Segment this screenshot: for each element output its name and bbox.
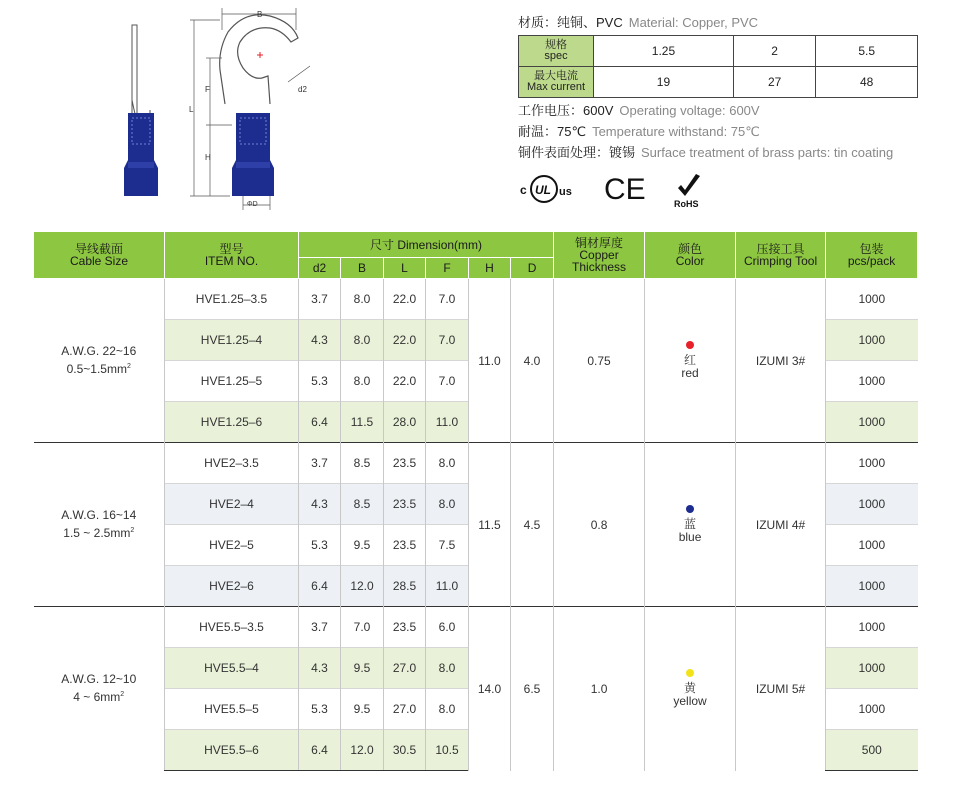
cable-mm: 1.5 ~ 2.5mm bbox=[63, 526, 131, 540]
cable-mm: 4 ~ 6mm bbox=[73, 690, 121, 705]
spec-value: 2 bbox=[733, 36, 815, 67]
voltage-line bbox=[518, 100, 918, 121]
color-dot-icon bbox=[686, 341, 694, 349]
ce-mark: CE bbox=[604, 173, 646, 206]
spec-block bbox=[518, 12, 918, 211]
l-cell: 22.0 bbox=[384, 320, 426, 361]
d2-cell: 5.3 bbox=[299, 689, 341, 730]
d2-cell: 6.4 bbox=[299, 730, 341, 771]
b-cell: 9.5 bbox=[341, 648, 384, 689]
header-pack-cn: 包装 bbox=[859, 242, 884, 256]
spec-header-cn: 规格 bbox=[545, 39, 567, 51]
current-value: 19 bbox=[594, 67, 734, 98]
cable-awg: A.W.G. 12~10 bbox=[61, 672, 137, 687]
terminal-drawing bbox=[110, 0, 360, 215]
d2-cell: 5.3 bbox=[299, 525, 341, 566]
f-cell: 8.0 bbox=[426, 689, 469, 730]
f-cell: 8.0 bbox=[426, 648, 469, 689]
pack-cell: 1000 bbox=[826, 361, 918, 402]
f-cell: 7.5 bbox=[426, 525, 469, 566]
side-view bbox=[124, 25, 158, 196]
color-cell bbox=[645, 279, 736, 443]
d2-cell: 3.7 bbox=[299, 443, 341, 484]
header-tool-en: Crimping Tool bbox=[743, 254, 818, 268]
d2-cell: 5.3 bbox=[299, 361, 341, 402]
cert-logos-svg bbox=[518, 171, 718, 211]
item-no-cell: HVE5.5–5 bbox=[165, 689, 299, 730]
color-cell bbox=[645, 607, 736, 771]
d2-cell: 3.7 bbox=[299, 607, 341, 648]
f-cell: 8.0 bbox=[426, 484, 469, 525]
l-cell: 23.5 bbox=[384, 443, 426, 484]
item-no-cell: HVE1.25–4 bbox=[165, 320, 299, 361]
dim-label-h: H bbox=[205, 153, 211, 162]
color-cn: 红 bbox=[684, 353, 697, 367]
temperature-line bbox=[518, 121, 918, 142]
item-no-cell: HVE5.5–4 bbox=[165, 648, 299, 689]
dim-label-f: F bbox=[205, 85, 210, 94]
color-dot-icon bbox=[686, 505, 694, 513]
product-table bbox=[33, 231, 918, 771]
f-cell: 8.0 bbox=[426, 443, 469, 484]
dim-label-b: B bbox=[257, 10, 263, 19]
header-pack bbox=[826, 232, 918, 279]
item-no-cell: HVE1.25–6 bbox=[165, 402, 299, 443]
surface-en: Surface treatment of brass parts: tin coating bbox=[641, 145, 894, 160]
header-f: F bbox=[426, 258, 469, 279]
item-no-cell: HVE1.25–5 bbox=[165, 361, 299, 402]
b-cell: 8.0 bbox=[341, 320, 384, 361]
l-cell: 27.0 bbox=[384, 689, 426, 730]
l-cell: 23.5 bbox=[384, 607, 426, 648]
b-cell: 8.5 bbox=[341, 484, 384, 525]
f-cell: 11.0 bbox=[426, 402, 469, 443]
spec-header bbox=[519, 36, 594, 67]
pack-cell: 1000 bbox=[826, 689, 918, 730]
color-dot-icon bbox=[686, 669, 694, 677]
cable-size-cell bbox=[34, 279, 165, 443]
pack-cell: 1000 bbox=[826, 320, 918, 361]
pack-cell: 1000 bbox=[826, 566, 918, 607]
cable-mm-sup: 2 bbox=[120, 691, 125, 699]
f-cell: 7.0 bbox=[426, 361, 469, 402]
current-row bbox=[519, 67, 918, 98]
ul-logo bbox=[520, 176, 572, 202]
header-b: B bbox=[341, 258, 384, 279]
temperature-en: Temperature withstand: 75℃ bbox=[592, 124, 760, 139]
color-en: blue bbox=[678, 530, 702, 544]
cable-mm-sup: 2 bbox=[126, 363, 131, 370]
header-l: L bbox=[384, 258, 426, 279]
table-row bbox=[34, 279, 918, 320]
l-cell: 28.0 bbox=[384, 402, 426, 443]
crimping-tool-cell: IZUMI 4# bbox=[736, 443, 826, 607]
b-cell: 9.5 bbox=[341, 525, 384, 566]
thickness-cell: 0.75 bbox=[554, 279, 645, 443]
l-cell: 22.0 bbox=[384, 279, 426, 320]
current-value: 27 bbox=[733, 67, 815, 98]
l-cell: 28.5 bbox=[384, 566, 426, 607]
cable-mm: 0.5~1.5mm bbox=[66, 362, 127, 376]
temperature-cn: 耐温：75℃ bbox=[518, 124, 587, 139]
header-cable-en: Cable Size bbox=[69, 254, 129, 268]
color-en: yellow bbox=[673, 694, 707, 709]
h-cell: 11.5 bbox=[469, 443, 511, 607]
l-cell: 30.5 bbox=[384, 730, 426, 771]
pack-cell: 1000 bbox=[826, 443, 918, 484]
l-cell: 23.5 bbox=[384, 484, 426, 525]
pack-cell: 1000 bbox=[826, 525, 918, 566]
rohs-logo bbox=[674, 174, 700, 209]
dim-label-phi-d: ΦD bbox=[247, 201, 258, 208]
d-cell: 4.5 bbox=[511, 443, 554, 607]
header-tool-cn: 压接工具 bbox=[756, 242, 805, 256]
color-cn: 蓝 bbox=[684, 517, 697, 531]
material-cn: 材质：纯铜、PVC bbox=[518, 15, 623, 30]
thickness-cell: 0.8 bbox=[554, 443, 645, 607]
item-no-cell: HVE1.25–3.5 bbox=[165, 279, 299, 320]
h-cell: 14.0 bbox=[469, 607, 511, 771]
cable-size-cell bbox=[34, 607, 165, 771]
header-crimping-tool bbox=[736, 232, 826, 279]
header-thickness-en2: Thickness bbox=[572, 260, 627, 274]
ul-us-mark: us bbox=[559, 186, 572, 198]
color-cell bbox=[645, 443, 736, 607]
ul-mark: UL bbox=[535, 183, 551, 197]
front-view bbox=[220, 15, 298, 196]
material-en: Material: Copper, PVC bbox=[628, 15, 759, 30]
color-en: red bbox=[681, 366, 699, 380]
table-row bbox=[34, 443, 918, 484]
h-cell: 11.0 bbox=[469, 279, 511, 443]
header-d: D bbox=[511, 258, 554, 279]
current-header-en: Max current bbox=[526, 81, 586, 93]
thickness-cell: 1.0 bbox=[554, 607, 645, 771]
current-value: 48 bbox=[816, 67, 918, 98]
b-cell: 8.0 bbox=[341, 279, 384, 320]
spec-value: 1.25 bbox=[594, 36, 734, 67]
header-row-top bbox=[34, 232, 918, 258]
d2-cell: 4.3 bbox=[299, 320, 341, 361]
header-dimension: 尺寸 Dimension(mm) bbox=[299, 232, 554, 258]
d2-cell: 3.7 bbox=[299, 279, 341, 320]
table-row bbox=[34, 607, 918, 648]
pack-cell: 500 bbox=[826, 730, 918, 771]
material-line bbox=[518, 12, 918, 33]
item-no-cell: HVE2–6 bbox=[165, 566, 299, 607]
pack-cell: 1000 bbox=[826, 402, 918, 443]
b-cell: 11.5 bbox=[341, 402, 384, 443]
pack-cell: 1000 bbox=[826, 484, 918, 525]
spec-value: 5.5 bbox=[816, 36, 918, 67]
item-no-cell: HVE2–3.5 bbox=[165, 443, 299, 484]
item-no-cell: HVE2–5 bbox=[165, 525, 299, 566]
header-cable-cn: 导线截面 bbox=[74, 242, 123, 256]
d2-cell: 4.3 bbox=[299, 484, 341, 525]
header-pack-en: pcs/pack bbox=[847, 254, 896, 268]
f-cell: 10.5 bbox=[426, 730, 469, 771]
header-color-en: Color bbox=[675, 254, 705, 268]
dim-label-d2: d2 bbox=[298, 85, 307, 94]
pack-cell: 1000 bbox=[826, 648, 918, 689]
spec-row bbox=[519, 36, 918, 67]
current-header-cn: 最大电流 bbox=[534, 70, 578, 82]
d2-cell: 6.4 bbox=[299, 566, 341, 607]
header-h: H bbox=[469, 258, 511, 279]
header-color-cn: 颜色 bbox=[678, 242, 703, 256]
rohs-check-icon bbox=[678, 174, 700, 196]
spec-header-en: spec bbox=[544, 50, 568, 62]
cable-awg: A.W.G. 16~14 bbox=[61, 508, 137, 522]
header-item-en: ITEM NO. bbox=[204, 254, 259, 268]
ul-c-mark: c bbox=[520, 183, 527, 197]
spec-table bbox=[518, 35, 918, 98]
b-cell: 9.5 bbox=[341, 689, 384, 730]
surface-cn: 铜件表面处理：镀锡 bbox=[518, 145, 636, 160]
item-no-cell: HVE2–4 bbox=[165, 484, 299, 525]
d-cell: 4.0 bbox=[511, 279, 554, 443]
item-no-cell: HVE5.5–3.5 bbox=[165, 607, 299, 648]
d-cell: 6.5 bbox=[511, 607, 554, 771]
ce-logo bbox=[604, 173, 646, 206]
pack-cell: 1000 bbox=[826, 279, 918, 320]
b-cell: 8.0 bbox=[341, 361, 384, 402]
f-cell: 7.0 bbox=[426, 320, 469, 361]
f-cell: 11.0 bbox=[426, 566, 469, 607]
pack-cell: 1000 bbox=[826, 607, 918, 648]
cable-awg: A.W.G. 22~16 bbox=[61, 344, 137, 358]
certification-logos bbox=[518, 171, 918, 211]
header-color bbox=[645, 232, 736, 279]
current-header bbox=[519, 67, 594, 98]
header-cable-size bbox=[34, 232, 165, 279]
cable-size-cell bbox=[34, 443, 165, 607]
f-cell: 6.0 bbox=[426, 607, 469, 648]
header-item-cn: 型号 bbox=[219, 242, 244, 256]
table-body bbox=[34, 279, 918, 771]
header-thickness-en1: Copper bbox=[579, 248, 619, 262]
dim-label-l: L bbox=[189, 105, 194, 114]
header-thickness bbox=[554, 232, 645, 279]
header-thickness-cn: 铜材厚度 bbox=[575, 236, 624, 250]
voltage-en: Operating voltage: 600V bbox=[619, 103, 760, 118]
voltage-cn: 工作电压：600V bbox=[518, 103, 614, 118]
item-no-cell: HVE5.5–6 bbox=[165, 730, 299, 771]
crimping-tool-cell: IZUMI 3# bbox=[736, 279, 826, 443]
surface-line bbox=[518, 142, 918, 163]
b-cell: 12.0 bbox=[341, 566, 384, 607]
b-cell: 7.0 bbox=[341, 607, 384, 648]
header-item-no bbox=[165, 232, 299, 279]
f-cell: 7.0 bbox=[426, 279, 469, 320]
header-d2: d2 bbox=[299, 258, 341, 279]
b-cell: 8.5 bbox=[341, 443, 384, 484]
cable-mm-sup: 2 bbox=[130, 527, 135, 534]
l-cell: 23.5 bbox=[384, 525, 426, 566]
color-cn: 黄 bbox=[684, 681, 697, 696]
b-cell: 12.0 bbox=[341, 730, 384, 771]
rohs-mark: RoHS bbox=[674, 199, 699, 209]
l-cell: 27.0 bbox=[384, 648, 426, 689]
l-cell: 22.0 bbox=[384, 361, 426, 402]
crimping-tool-cell: IZUMI 5# bbox=[736, 607, 826, 771]
d2-cell: 6.4 bbox=[299, 402, 341, 443]
d2-cell: 4.3 bbox=[299, 648, 341, 689]
